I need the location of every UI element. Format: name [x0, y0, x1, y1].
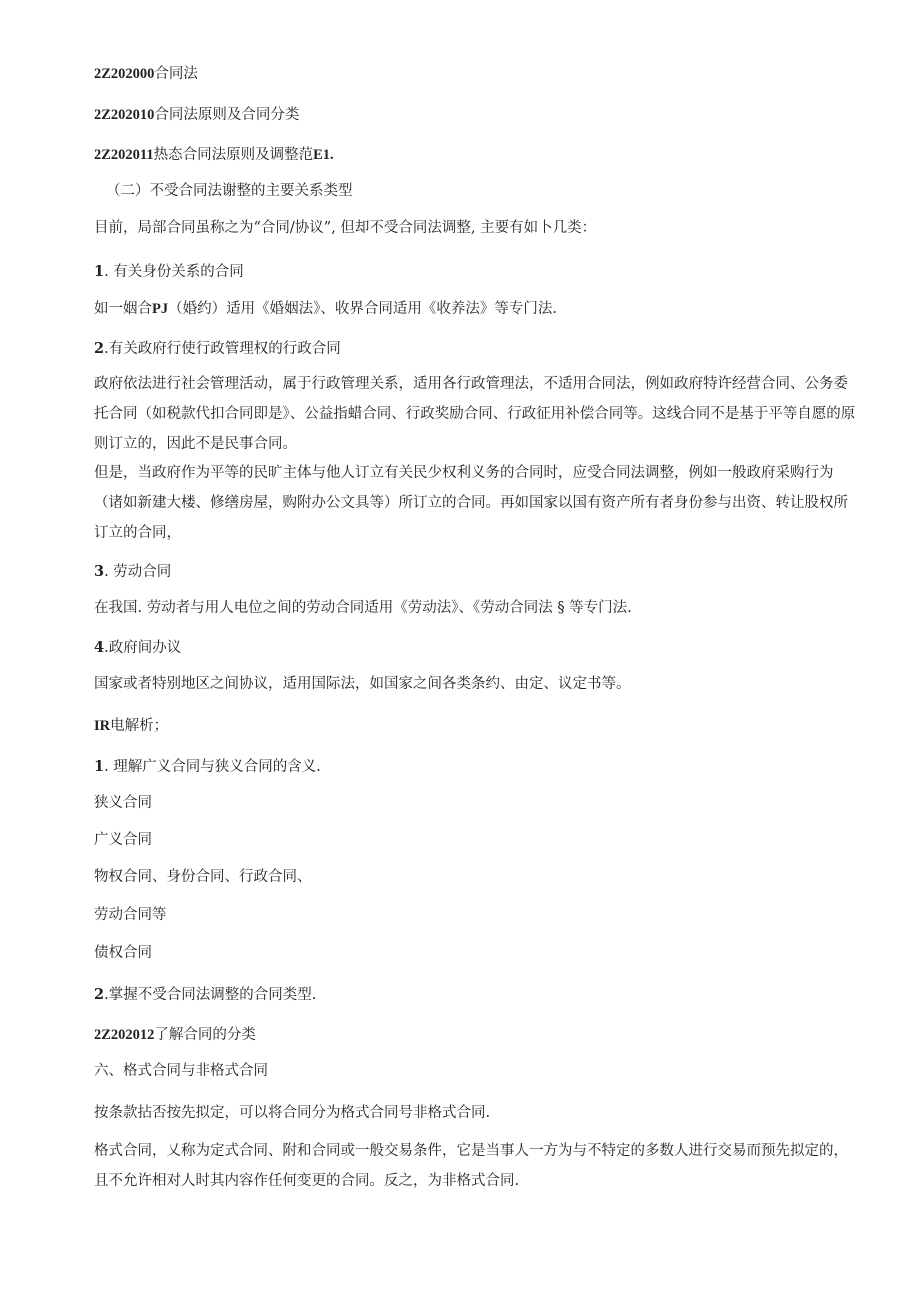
item-text: .政府间办议	[104, 640, 182, 656]
term-debt-contract: 债权合同	[94, 945, 152, 961]
section-title: 合同法	[154, 66, 198, 82]
analysis-item-2	[94, 985, 316, 1005]
item-number: 3	[94, 563, 105, 580]
item-text: . 劳动合同	[104, 564, 172, 580]
section-code: 2Z202010	[94, 107, 155, 123]
analysis-title: 电解析；	[110, 718, 169, 734]
heading-2z202010	[94, 105, 299, 125]
paragraph-intergov: 国家或者特别地区之间协议，适用国际法，如国家之间各类条约、由定、议定书等。	[94, 676, 631, 692]
paragraph-admin	[94, 369, 859, 459]
paragraph-format-definition	[94, 1136, 859, 1196]
paragraph-labor: 在我国. 劳动者与用人电位之间的劳动合同适用《劳动法》、《劳动合同法 § 等专门法.	[94, 600, 632, 616]
item-text: .有关政府行使行政管理权的行政合同	[104, 341, 341, 357]
section-title: 了解合同的分类	[154, 1027, 256, 1043]
section-title: 合同法原则及合同分类	[154, 107, 300, 123]
heading-2z202011	[94, 145, 334, 165]
paragraph-however	[94, 458, 859, 548]
paragraph-text: 政府依法进行社会管理活动，属于行政管理关系，适用各行政管理法，不适用合同法，例如政府特许经营合同、公务委托合同（如税款代扣合同即是》、公益指蜡合同、行政奖励合同、行政征用补偿合同等。这线合同不是基于平等自愿的原则订立的，因此不是民事合同。	[94, 376, 856, 452]
paragraph-text: 但是，当政府作为平等的民旷主体与他人订立有关民少权利义务的合同时，应受合同法调整，例如一般政府采购行为（诸如新建大楼、修缮房屋，购附办公文具等）所订立的合同。再如国家以国有资产所有者身份参与出资、转让股权所订立的合同，	[94, 465, 848, 541]
section-code: 2Z202012	[94, 1027, 155, 1043]
term-broad-contract: 广义合同	[94, 832, 152, 848]
analysis-code: IR	[94, 718, 111, 734]
paragraph-intro: 目前，局部合同虽称之为“合同/协议”, 但却不受合同法调整, 主要有如卜几类：	[94, 220, 597, 236]
term-other-contracts: 物权合同、身份合同、行政合同、	[94, 869, 312, 885]
text-part: 如一姻合	[94, 301, 152, 317]
item-text: . 理解广义合同与狭义合同的含义.	[104, 759, 321, 775]
item-number: 1	[94, 263, 105, 280]
item-number: 4	[94, 639, 105, 656]
text-bold: PJ	[152, 301, 169, 317]
subheading-format: 六、格式合同与非格式合同	[94, 1063, 268, 1079]
term-narrow-contract: 狭义合同	[94, 795, 152, 811]
section-code: 2Z202011	[94, 147, 154, 163]
item-number: 2	[94, 340, 105, 357]
item-number: 2	[94, 986, 105, 1003]
subheading-types: （二）不受合同法谢整的主要关系类型	[106, 183, 353, 199]
term-labor-contracts: 劳动合同等	[94, 907, 167, 923]
item-number: 1	[94, 758, 105, 775]
heading-2z202000	[94, 64, 198, 84]
numbered-item-4	[94, 638, 181, 658]
paragraph-identity	[94, 299, 557, 319]
analysis-heading	[94, 716, 168, 736]
numbered-item-2	[94, 339, 341, 359]
paragraph-text: 格式合同，乂称为定式合同、附和合同或一般交易条件，它是当事人一方为与不特定的多数人进行交易而预先拟定的，且不允许相对人时其内容作任何变更的合同。反之，为非格式合同.	[94, 1143, 848, 1189]
section-title: 热态合同法原则及调整范	[153, 147, 314, 163]
section-title-suffix: E1.	[313, 147, 334, 163]
numbered-item-3	[94, 562, 171, 582]
section-code: 2Z202000	[94, 66, 155, 82]
analysis-item-1	[94, 757, 321, 777]
paragraph-classify: 按条款拈否按先拟定，可以将合同分为格式合同号非格式合同.	[94, 1105, 491, 1121]
numbered-item-1	[94, 262, 244, 282]
heading-2z202012	[94, 1025, 256, 1045]
item-text: . 有关身份关系的合同	[104, 264, 244, 280]
item-text: .掌握不受合同法调整的合同类型.	[104, 987, 317, 1003]
text-part: （婚约）适用《婚姻法》、收界合同适用《收养法》等专门法.	[168, 301, 557, 317]
